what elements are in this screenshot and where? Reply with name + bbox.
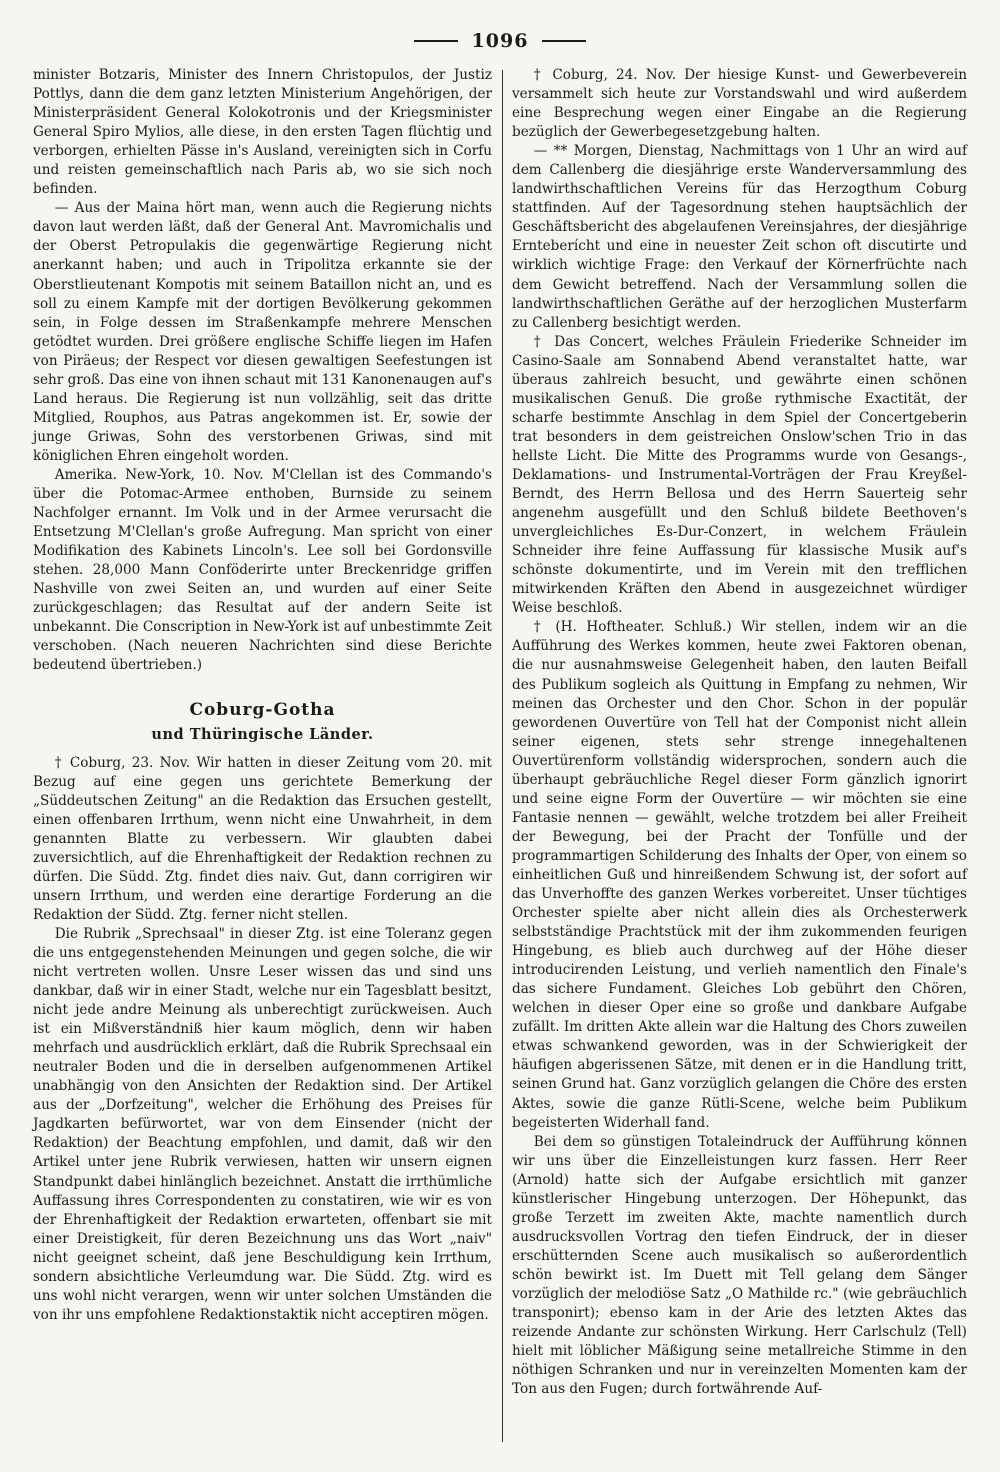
section-subtitle: und Thüringische Länder. xyxy=(151,725,374,743)
header-rule-left xyxy=(414,40,458,42)
right-column xyxy=(512,66,967,1399)
page-number: 1096 xyxy=(471,30,529,52)
paragraph: Die Rubrik „Sprechsaal" in dieser Ztg. ist eine Toleranz gegen die uns entgegenstehenden Meinungen und gegen solche, die wir nicht vertreten wollen. Unsre Leser wissen das und sind uns dankbar, daß wir in einer Stadt, welche nur ein Tagesblatt besitzt, nicht jede andre Meinung als unberechtigt zurückweisen. Auch ist ein Mißverständniß hier kaum möglich, denn wir haben mehrfach und ausdrücklich erklärt, daß die Rubrik Sprechsaal ein neutraler Boden und die in derselben aufgenommenen Artikel unabhängig von den Ansichten der Redaktion sind. Der Artikel aus der „Dorfzeitung", welcher die Erhöhung des Preises für Jagdkarten befürwortet, war von dem Einsender (nicht der Redaktion) der Beachtung empfohlen, und damit, daß wir den Artikel unter jene Rubrik verwiesen, hatten wir unsern eignen Standpunkt dabei hinlänglich bezeichnet. Anstatt die irrthümliche Auffassung ihres Correspondenten zu constatiren, wie wir es von der Ehrenhaftigkeit der Redaktion erwarteten, offenbart sie mit einer Dreistigkeit, für deren Bezeichnung uns das Wort „naiv" nicht geeignet scheint, daß jene Beschuldigung kein Irrthum, sondern absichtliche Verleumdung war. Die Südd. Ztg. wird es uns wohl nicht verargen, wenn wir unter solchen Umständen die von ihr uns empfohlene Redaktionstaktik nicht acceptiren mögen. xyxy=(33,925,492,1323)
paragraph: Bei dem so günstigen Totaleindruck der Aufführung können wir uns über die Einzelleistungen kurz fassen. Herr Reer (Arnold) hatte sich der Aufgabe ersichtlich mit ganzer künstlerischer Hingebung unterzogen. Der Höhepunkt, das große Terzett im zweiten Akte, machte namentlich durch ausdrucksvollen Vortrag den tiefen Eindruck, der in dieser erschütternden Scene auch musikalisch so außerordentlich schön bewirkt ist. Im Duett mit Tell gelang dem Sänger vorzüglich der melodiöse Satz „O Mathilde rc." (wie gebräuchlich transponirt); ebenso kam in der Arie des letzten Aktes das reizende Andante zur schönsten Wirkung. Herr Carlschulz (Tell) hielt mit löblicher Mäßigung seine metallreiche Stimme in den nöthigen Schranken und nur in vereinzelten Momenten kam der Ton aus den Fugen; durch fortwährende Auf- xyxy=(512,1133,967,1398)
header-rule-right xyxy=(542,40,586,42)
left-column xyxy=(33,66,492,1325)
paragraph: minister Botzaris, Minister des Innern Christopulos, der Justiz Pottlys, dann die dem ganz letzten Ministerium Angehörigen, der Ministerpräsident General Kolokotronis und der Kriegsminister General Spiro Mylios, alle diese, in den ersten Tagen flüchtig und verborgen, erhielten Pässe in's Ausland, vereinigten sich in Corfu und reisten gemeinschaftlich nach Paris ab, wo sie sich noch befinden. xyxy=(33,67,492,198)
paragraph: Amerika. New-York, 10. Nov. M'Clellan ist des Commando's über die Potomac-Armee enthoben, Burnside zu seinem Nachfolger ernannt. Im Volk und in der Armee verursacht die Entsetzung M'Clellan's große Aufregung. Man spricht von einer Modifikation des Kabinets Lincoln's. Lee soll bei Gordonsville stehen. 28,000 Mann Conföderirte unter Breckenridge griffen Nashville von zwei Seiten an, und wurden auf einer Seite zurückgeschlagen; das Resultat auf der andern Seite ist unbekannt. Die Conscription in New-York ist auf unbestimmte Zeit verschoben. (Nach neueren Nachrichten sind diese Berichte bedeutend übertrieben.) xyxy=(33,466,492,674)
paragraph: † Coburg, 24. Nov. Der hiesige Kunst- und Gewerbeverein versammelt sich heute zur Vorstandswahl und wird außerdem eine Besprechung wegen einer Eingabe an die Regierung bezüglich der Gewerbegesetzgebung halten. xyxy=(512,67,967,141)
page-header xyxy=(0,26,1000,56)
section-title: Coburg-Gotha xyxy=(189,699,336,720)
paragraph: † Coburg, 23. Nov. Wir hatten in dieser Zeitung vom 20. mit Bezug auf eine gegen uns gerichtete Bemerkung der „Süddeutschen Zeitung" an die Redaktion das Ersuchen gestellt, einen offenbaren Irrthum, wenn nicht eine Unwahrheit, in dem genannten Blatte zu verbessern. Wir glaubten dabei zuversichtlich, auf die Ehrenhaftigkeit der Redaktion rechnen zu dürfen. Die Südd. Ztg. findet dies naiv. Gut, dann corrigiren wir unsern Irrthum, und werden eine derartige Forderung an die Redaktion der Südd. Ztg. ferner nicht stellen. xyxy=(33,754,492,923)
paragraph: † Das Concert, welches Fräulein Friederike Schneider im Casino-Saale am Sonnabend Abend veranstaltet hatte, war überaus zahlreich besucht, und gewährte einen schönen musikalischen Genuß. Die große rythmische Exactität, der scharfe bestimmte Anschlag in dem Spiel der Concertgeberin trat besonders in dem geistreichen Onslow'schen Trio in das hellste Licht. Die Mitte des Programms wurde von Gesangs-, Deklamations- und Instrumental-Vorträgen der Frau Kreyßel-Berndt, des Herrn Bellosa und des Herrn Sauerteig sehr angenehm ausgefüllt und den Schluß bildete Beethoven's unvergleichliches Es-Dur-Conzert, in welchem Fräulein Schneider ihre feine Auffassung für klassische Musik auf's schönste dokumentirte, und im Verein mit den trefflichen mitwirkenden Kräften den Abend in ausgezeichnet würdiger Weise beschloß. xyxy=(512,333,967,617)
column-divider xyxy=(502,70,503,1442)
paragraph: — ** Morgen, Dienstag, Nachmittags von 1 Uhr an wird auf dem Callenberg die diesjährige erste Wanderversammlung des landwirthschaftlichen Vereins für das Herzogthum Coburg stattfinden. Auf der Tagesordnung stehen hauptsächlich der Geschäftsbericht des abgelaufenen Vereinsjahres, der diesjährige Ernteberícht und eine in neuester Zeit schon oft discutirte und wirklich wichtige Frage: den Verkauf der Körnerfrüchte nach dem Gewicht betreffend. Nach der Versammlung sollen die landwirthschaftlichen Geräthe auf der herzoglichen Musterfarm zu Callenberg besichtigt werden. xyxy=(512,143,967,331)
paragraph: † (H. Hoftheater. Schluß.) Wir stellen, indem wir an die Aufführung des Werkes kommen, heute zwei Faktoren obenan, die nur ausnahmsweise Gelegenheit haben, den lauten Beifall des Publikum sogleich als Quittung in Empfang zu nehmen, Wir meinen das Orchester und den Chor. Schon in der populär gewordenen Ouvertüre von Tell hat der Componist nicht allein seiner eigenen, stets sehr strenge innegehaltenen Ouvertürenform vollständig widersprochen, sondern auch die überhaupt gebräuchliche Regel dieser Form gänzlich ignorirt und seine eigne Form der Ouvertüre — wir möchten sie eine Fantasie nennen — gewählt, welche trotzdem bei aller Freiheit der Bewegung, bei der Pracht der Tonfülle und der programmartigen Schilderung des Inhalts der Oper, von einem so einheitlichen Guß und hinreißendem Schwung ist, der sofort auf das Unverhoffte des ganzen Werkes vorbereitet. Unser tüchtiges Orchester spielte aber nicht allein dies als Orchesterwerk selbstständige Prachtstück mit der ihm zukommenden feurigen Hingebung, es blieb auch durchweg auf der Höhe dieser introducirenden Leistung, und verlieh namentlich den Finale's das sichere Fundament. Gleiches Lob gebührt den Chören, welchen in dieser Oper eine so große und dankbare Aufgabe zufällt. Im dritten Akte allein war die Haltung des Chors zuweilen etwas schwankend geworden, was in der Schwierigkeit der häufigen abgerissenen Sätze, mit denen er in die Handlung tritt, seinen Grund hat. Ganz vorzüglich gelangen die Chöre des ersten Aktes, sowie die ganze Rütli-Scene, welche beim Publikum begeisterten Widerhall fand. xyxy=(512,619,967,1131)
paragraph: — Aus der Maina hört man, wenn auch die Regierung nichts davon laut werden läßt, daß der General Ant. Mavromichalis und der Oberst Petropulakis die gegenwärtige Regierung nicht anerkannt haben; und auch in Tripolitza erkannte sie der Oberstlieutenant Kompotis mit seinem Bataillon nicht an, und es soll zu einem Kampfe mit der dortigen Bevölkerung gekommen sein, in Folge dessen im Straßenkampfe mehrere Menschen getödtet wurden. Drei größere englische Schiffe liegen im Hafen von Piräeus; der Respect vor diesen gewaltigen Seefestungen ist sehr groß. Das eine von ihnen schaut mit 131 Kanonenaugen auf's Land heraus. Die Regierung ist nun vollzählig, seit das dritte Mitglied, Rouphos, aus Patras angekommen ist. Er, sowie der junge Griwas, Sohn des verstorbenen Griwas, sind mit königlichen Ehren eingeholt worden. xyxy=(33,200,492,464)
